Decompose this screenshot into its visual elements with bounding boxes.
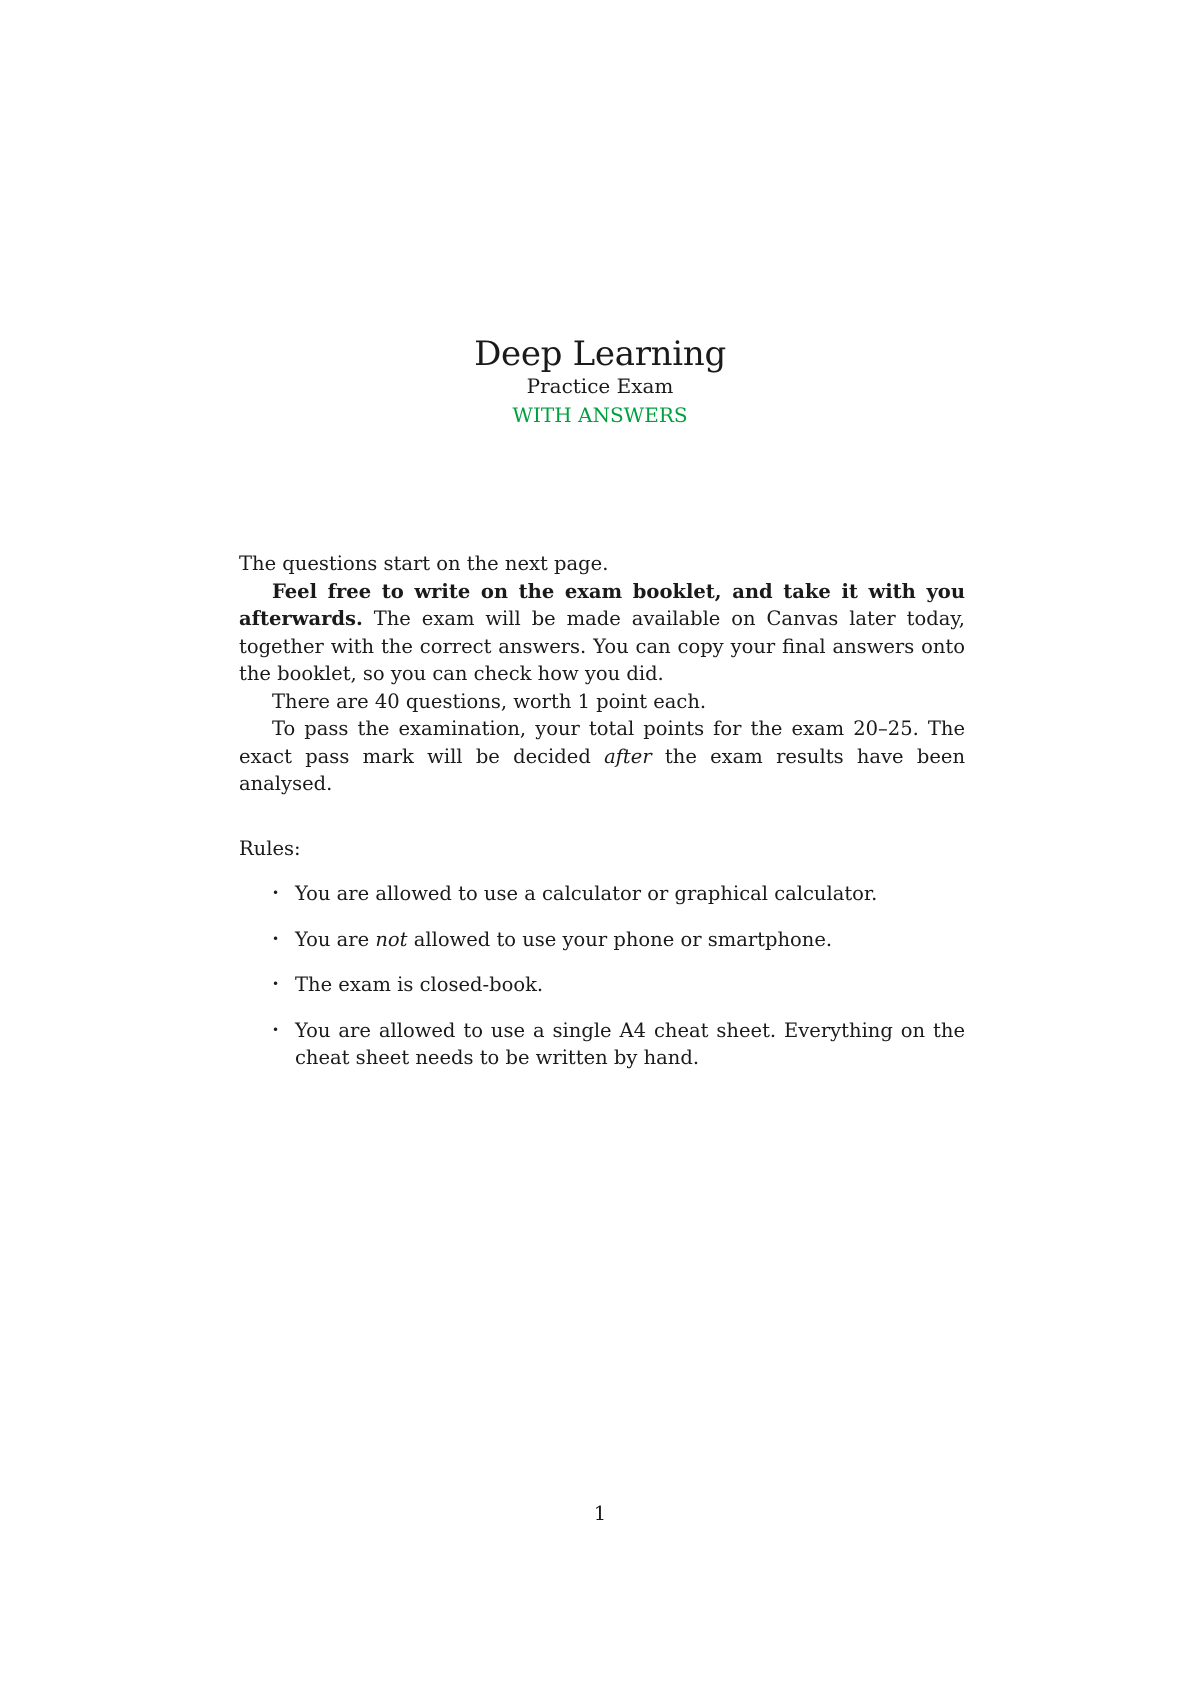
pass-mark-text: To pass the examination, your total points for the exam 20–25. The exact pass mark will be decided [239, 717, 965, 768]
rule-emphasis: not [375, 927, 408, 951]
rule-text: The exam is closed-book. [295, 973, 544, 996]
intro-paragraph-2-rest: The exam will be made available on Canvas later today, together with the correct answers. You can copy your final answers onto the booklet, so you can check how you did. [239, 607, 965, 685]
rule-item [239, 971, 965, 999]
rule-text: You are [295, 927, 376, 951]
rule-item [239, 880, 965, 908]
title-block [0, 334, 1200, 430]
intro-paragraph-2 [239, 578, 965, 688]
pass-mark-emphasis: after [604, 744, 652, 768]
rule-item [239, 1017, 965, 1072]
bullet-icon: • [272, 886, 280, 900]
rule-text: You are allowed to use a single A4 cheat sheet. Everything on the cheat sheet needs to be written by hand. [295, 1018, 965, 1069]
instructions [239, 550, 965, 798]
intro-bold-text: Feel free to write on the exam booklet, and take it with you afterwards. [239, 579, 965, 630]
rule-item [239, 926, 965, 954]
bullet-icon: • [272, 1022, 280, 1037]
document-subtitle: Practice Exam [526, 374, 674, 398]
intro-paragraph-4 [239, 715, 965, 798]
rules-list [239, 880, 965, 1090]
with-answers-tag: WITH ANSWERS [512, 403, 688, 427]
intro-paragraph-1: The questions start on the next page. [239, 552, 609, 575]
rule-text-end: allowed to use your phone or smartphone. [407, 927, 833, 951]
bullet-icon: • [272, 977, 280, 991]
pass-mark-text-end: the exam results have been analysed. [239, 744, 965, 795]
page-number: 1 [593, 1502, 607, 1525]
document-title: Deep Learning [474, 334, 726, 374]
bullet-icon: • [272, 931, 280, 946]
rule-text: You are allowed to use a calculator or graphical calculator. [295, 882, 878, 905]
rules-heading: Rules: [239, 837, 301, 860]
intro-paragraph-3: There are 40 questions, worth 1 point each. [272, 689, 707, 713]
